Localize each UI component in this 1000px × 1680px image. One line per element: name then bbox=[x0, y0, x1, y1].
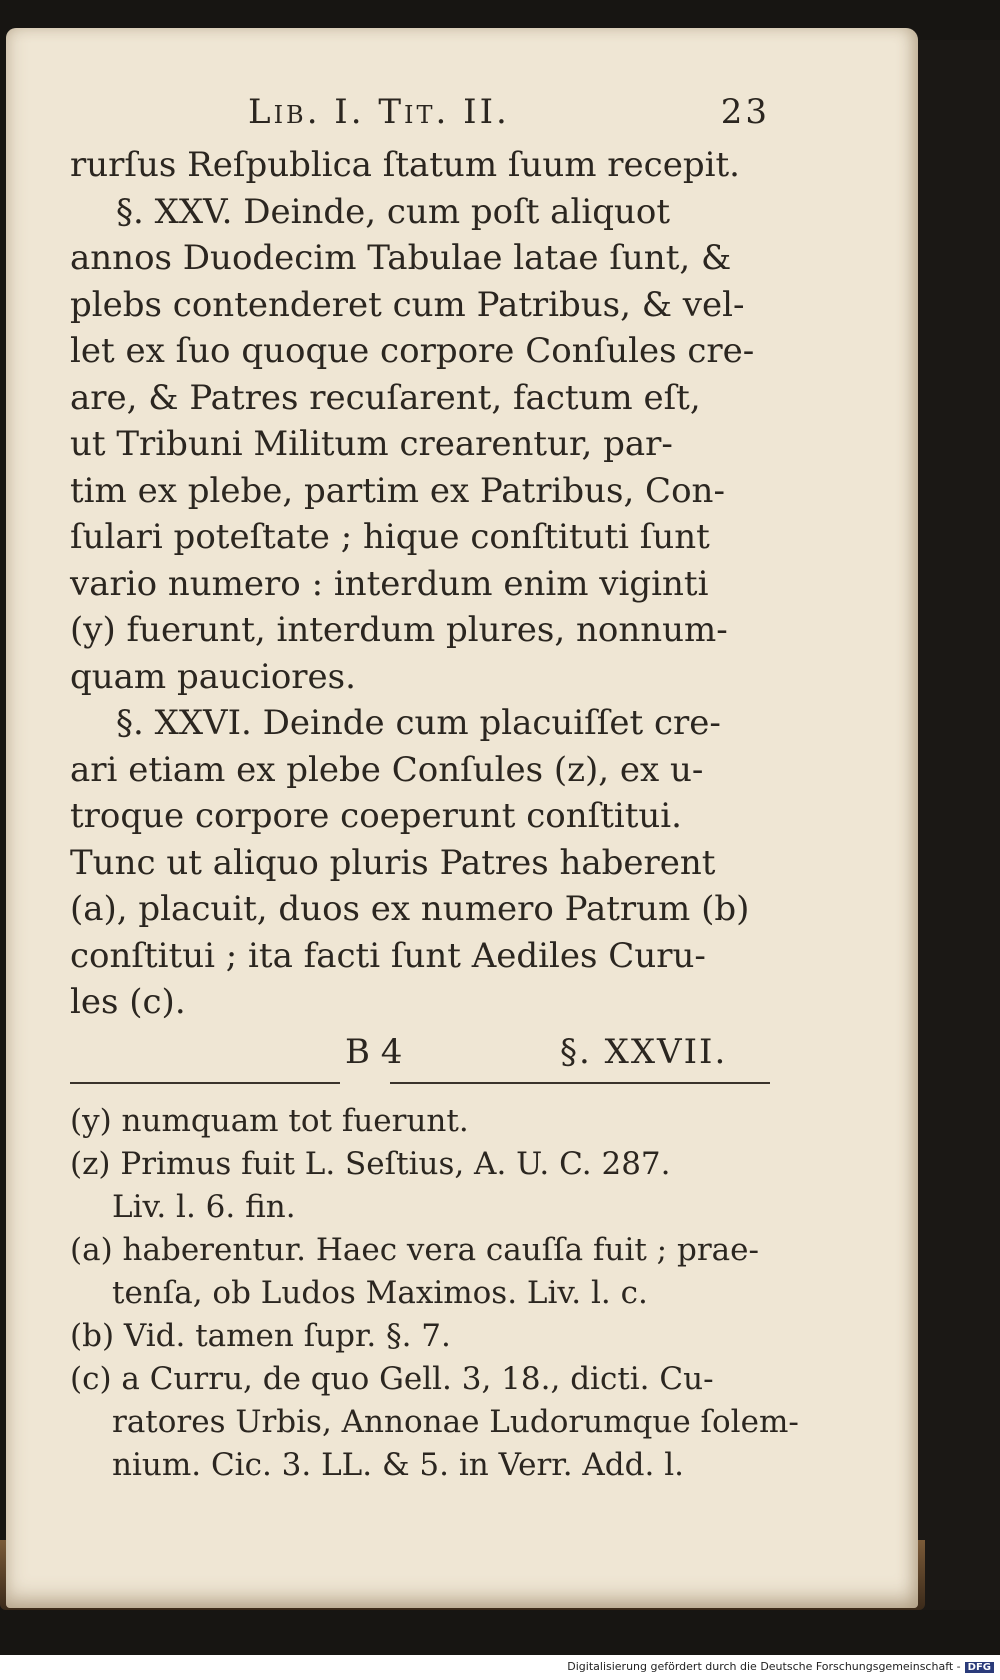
footnote-line: ratores Urbis, Annonae Ludorumque ſolem- bbox=[112, 1403, 799, 1440]
signature-mark: B 4 bbox=[345, 1031, 403, 1072]
page-number: 23 bbox=[720, 92, 770, 132]
credit-text: Digitalisierung gefördert durch die Deutsche Forschungsgemeinschaft - bbox=[567, 1660, 961, 1673]
footnote-line: tenſa, ob Ludos Maximos. Liv. l. c. bbox=[112, 1274, 648, 1311]
footnote-line: nium. Cic. 3. LL. & 5. in Verr. Add. l. bbox=[112, 1446, 684, 1483]
body-line: ſulari poteſtate ; hique conſtituti ſunt bbox=[70, 517, 710, 557]
body-line: annos Duodecim Tabulae latae ſunt, & bbox=[70, 238, 732, 278]
catchword: §. XXVII. bbox=[560, 1031, 728, 1072]
footnote-line: (y) numquam tot fuerunt. bbox=[70, 1102, 469, 1139]
body-line: §. XXVI. Deinde cum placuiſſet cre- bbox=[116, 703, 721, 743]
footnote-line: (z) Primus fuit L. Seſtius, A. U. C. 287. bbox=[70, 1145, 671, 1182]
body-line: §. XXV. Deinde, cum poſt aliquot bbox=[116, 191, 670, 232]
footnote-line: (c) a Curru, de quo Gell. 3, 18., dicti. Cu- bbox=[70, 1360, 714, 1397]
footnotes bbox=[70, 1100, 799, 1487]
running-title: Lib. I. Tit. II. bbox=[248, 92, 510, 132]
body-line: troque corpore coeperunt conſtitui. bbox=[70, 796, 682, 836]
footnote-line: Liv. l. 6. fin. bbox=[112, 1188, 296, 1225]
signature-line bbox=[70, 1032, 770, 1082]
body-line: vario numero : interdum enim viginti bbox=[70, 563, 709, 604]
body-line: conſtitui ; ita facti ſunt Aediles Curu- bbox=[70, 935, 706, 976]
digitization-credit bbox=[567, 1660, 994, 1673]
body-line: (a), placuit, duos ex numero Patrum (b) bbox=[70, 889, 750, 929]
body-line: let ex ſuo quoque corpore Conſules cre- bbox=[70, 331, 755, 371]
body-line: ut Tribuni Militum crearentur, par- bbox=[70, 424, 673, 464]
body-line: tim ex plebe, partim ex Patribus, Con- bbox=[70, 470, 725, 511]
running-header bbox=[70, 92, 770, 142]
body-line: Tunc ut aliquo pluris Patres haberent bbox=[70, 842, 716, 883]
footnote-line: (a) haberentur. Haec vera cauſſa fuit ; prae- bbox=[70, 1231, 759, 1268]
dfg-logo: DFG bbox=[965, 1662, 994, 1673]
body-line: are, & Patres recuſarent, factum eſt, bbox=[70, 377, 701, 418]
footnote-line: (b) Vid. tamen ſupr. §. 7. bbox=[70, 1317, 451, 1354]
book-binding-edge bbox=[918, 40, 1000, 1610]
body-line: quam pauciores. bbox=[70, 656, 356, 697]
body-line: rurſus Reſpublica ſtatum ſuum recepit. bbox=[70, 145, 740, 185]
body-line: ari etiam ex plebe Conſules (z), ex u- bbox=[70, 749, 704, 790]
body-line: plebs contenderet cum Patribus, & vel- bbox=[70, 284, 745, 325]
footnote-rule-left bbox=[70, 1082, 340, 1084]
footnote-rule-right bbox=[390, 1082, 770, 1084]
body-text bbox=[70, 142, 770, 1026]
page-text-block bbox=[70, 92, 799, 1487]
body-line: les (c). bbox=[70, 982, 186, 1022]
body-line: (y) fuerunt, interdum plures, nonnum- bbox=[70, 610, 728, 650]
